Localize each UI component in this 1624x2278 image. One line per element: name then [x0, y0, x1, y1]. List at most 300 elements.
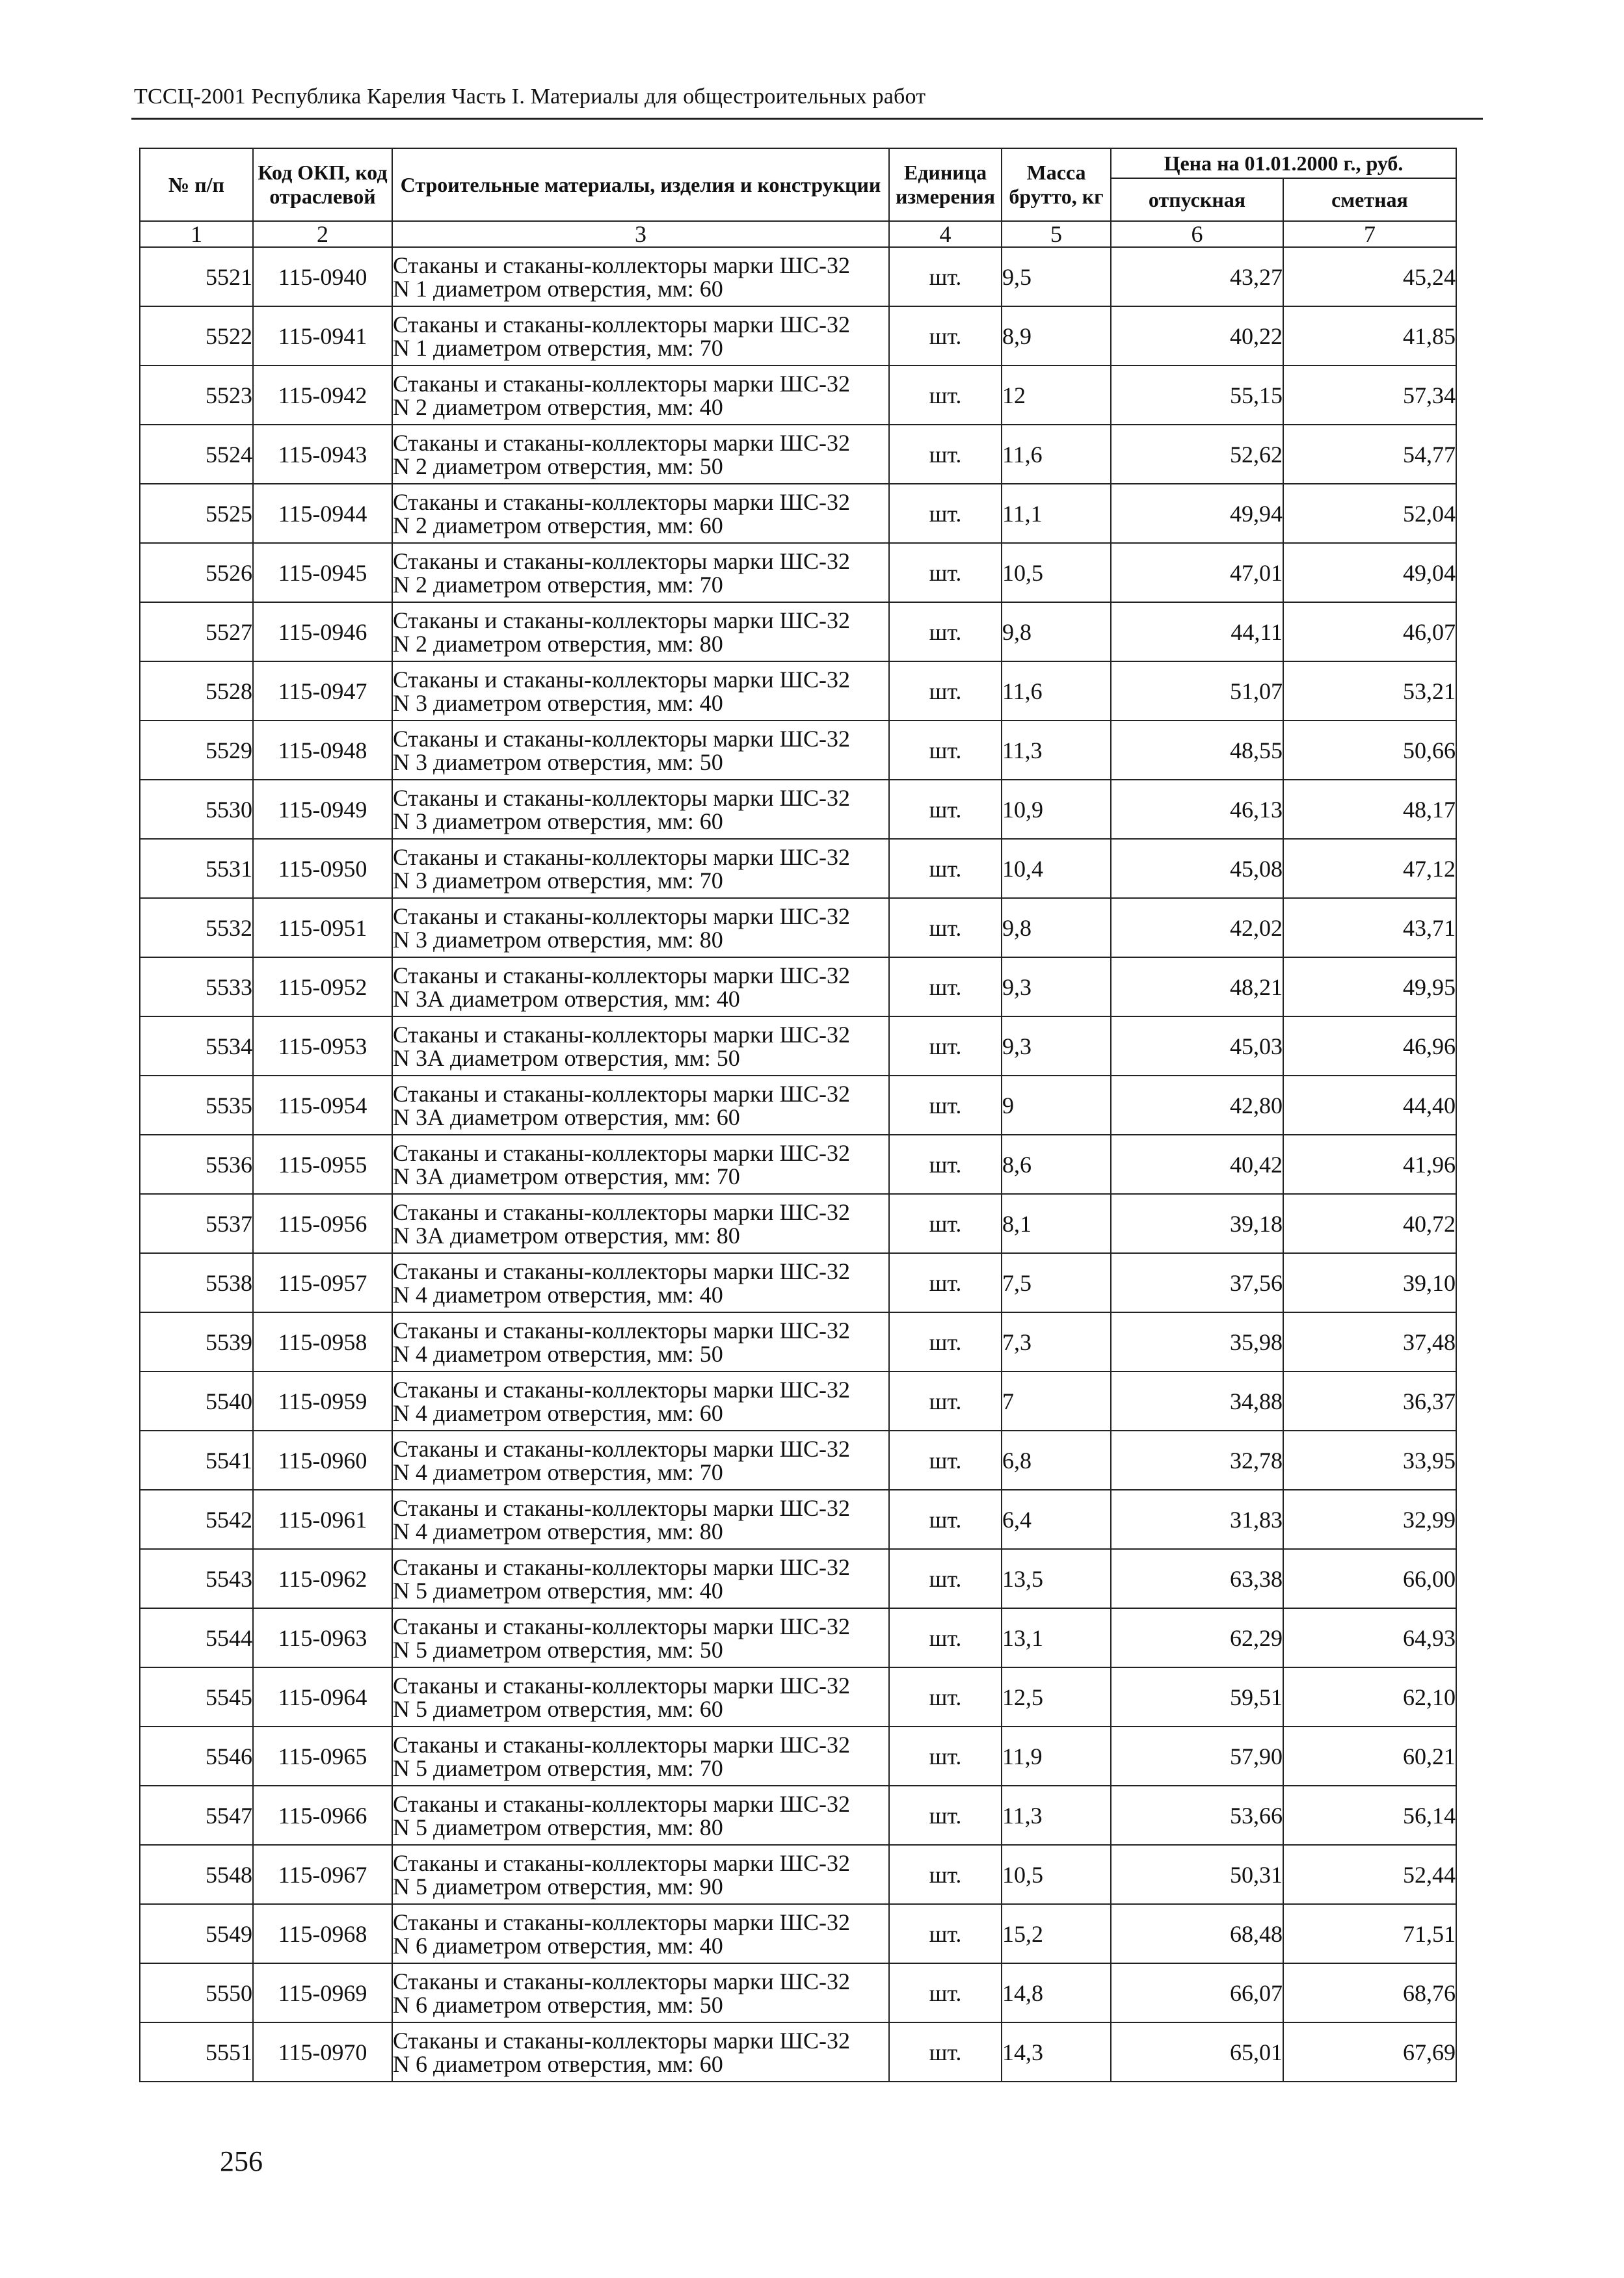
mass-cell: 9,8	[1002, 898, 1111, 957]
okp-code-cell: 115-0965	[253, 1727, 392, 1786]
table-row	[140, 1194, 1456, 1253]
price-estimate-cell: 56,14	[1283, 1786, 1456, 1845]
row-number-cell: 5530	[140, 780, 253, 839]
price-estimate-cell: 54,77	[1283, 425, 1456, 484]
description-cell	[392, 721, 889, 780]
description-cell	[392, 365, 889, 425]
price-estimate-cell: 40,72	[1283, 1194, 1456, 1253]
price-estimate-cell: 71,51	[1283, 1904, 1456, 1963]
price-release-cell: 43,27	[1111, 247, 1283, 306]
mass-cell: 11,6	[1002, 661, 1111, 721]
unit-cell: шт.	[889, 1549, 1002, 1608]
table-row	[140, 1490, 1456, 1549]
description-line-2: N 5 диаметром отверстия, мм: 70	[393, 1755, 723, 1781]
unit-cell: шт.	[889, 365, 1002, 425]
description-cell	[392, 484, 889, 543]
row-number-cell: 5528	[140, 661, 253, 721]
description-line-2: N 1 диаметром отверстия, мм: 60	[393, 275, 723, 302]
okp-code-cell: 115-0957	[253, 1253, 392, 1312]
okp-code-cell: 115-0945	[253, 543, 392, 602]
price-estimate-cell: 64,93	[1283, 1608, 1456, 1667]
price-release-cell: 48,21	[1111, 957, 1283, 1016]
price-release-cell: 52,62	[1111, 425, 1283, 484]
table-row	[140, 1845, 1456, 1904]
okp-code-cell: 115-0959	[253, 1371, 392, 1431]
col-header-name: Строительные материалы, изделия и конструкции	[392, 148, 889, 221]
unit-cell: шт.	[889, 1845, 1002, 1904]
description-line-2: N 6 диаметром отверстия, мм: 60	[393, 2050, 723, 2077]
unit-cell: шт.	[889, 1963, 1002, 2022]
column-number: 6	[1111, 221, 1283, 247]
description-line-2: N 5 диаметром отверстия, мм: 90	[393, 1873, 723, 1900]
mass-cell: 8,6	[1002, 1135, 1111, 1194]
table-row	[140, 1608, 1456, 1667]
unit-cell: шт.	[889, 898, 1002, 957]
description-line-2: N 4 диаметром отверстия, мм: 40	[393, 1281, 723, 1308]
description-line-2: N 1 диаметром отверстия, мм: 70	[393, 334, 723, 361]
okp-code-cell: 115-0963	[253, 1608, 392, 1667]
mass-cell: 9,8	[1002, 602, 1111, 661]
table-row	[140, 1667, 1456, 1727]
okp-code-cell: 115-0967	[253, 1845, 392, 1904]
row-number-cell: 5535	[140, 1076, 253, 1135]
description-line-1: Стаканы и стаканы-коллекторы марки ШС-32	[393, 2027, 850, 2054]
table-row	[140, 780, 1456, 839]
price-release-cell: 44,11	[1111, 602, 1283, 661]
description-line-1: Стаканы и стаканы-коллекторы марки ШС-32	[393, 1790, 850, 1817]
description-line-2: N 2 диаметром отверстия, мм: 50	[393, 453, 723, 479]
description-line-1: Стаканы и стаканы-коллекторы марки ШС-32	[393, 1435, 850, 1462]
description-cell	[392, 602, 889, 661]
row-number-cell: 5534	[140, 1016, 253, 1076]
okp-code-cell: 115-0941	[253, 306, 392, 365]
unit-cell: шт.	[889, 1135, 1002, 1194]
row-number-cell: 5523	[140, 365, 253, 425]
description-cell	[392, 1253, 889, 1312]
unit-cell: шт.	[889, 721, 1002, 780]
description-cell	[392, 425, 889, 484]
mass-cell: 12,5	[1002, 1667, 1111, 1727]
description-line-2: N 6 диаметром отверстия, мм: 50	[393, 1991, 723, 2018]
unit-cell: шт.	[889, 1727, 1002, 1786]
mass-cell: 9,3	[1002, 957, 1111, 1016]
price-estimate-cell: 60,21	[1283, 1727, 1456, 1786]
mass-cell: 9,5	[1002, 247, 1111, 306]
price-estimate-cell: 66,00	[1283, 1549, 1456, 1608]
description-cell	[392, 1371, 889, 1431]
description-cell	[392, 1667, 889, 1727]
description-cell	[392, 1727, 889, 1786]
table-row	[140, 1016, 1456, 1076]
row-number-cell: 5547	[140, 1786, 253, 1845]
unit-cell: шт.	[889, 1608, 1002, 1667]
column-number: 1	[140, 221, 253, 247]
price-release-cell: 50,31	[1111, 1845, 1283, 1904]
column-number: 7	[1283, 221, 1456, 247]
description-cell	[392, 957, 889, 1016]
price-estimate-cell: 41,96	[1283, 1135, 1456, 1194]
mass-cell: 10,5	[1002, 543, 1111, 602]
col-header-mass: Масса брутто, кг	[1002, 148, 1111, 221]
description-cell	[392, 1016, 889, 1076]
col-header-num: № п/п	[140, 148, 253, 221]
row-number-cell: 5537	[140, 1194, 253, 1253]
unit-cell: шт.	[889, 839, 1002, 898]
description-line-1: Стаканы и стаканы-коллекторы марки ШС-32	[393, 311, 850, 338]
description-cell	[392, 661, 889, 721]
okp-code-cell: 115-0955	[253, 1135, 392, 1194]
price-release-cell: 42,02	[1111, 898, 1283, 957]
description-line-1: Стаканы и стаканы-коллекторы марки ШС-32	[393, 1021, 850, 1048]
row-number-cell: 5538	[140, 1253, 253, 1312]
description-line-2: N 3 диаметром отверстия, мм: 70	[393, 867, 723, 894]
mass-cell: 11,3	[1002, 1786, 1111, 1845]
price-release-cell: 59,51	[1111, 1667, 1283, 1727]
row-number-cell: 5532	[140, 898, 253, 957]
table-header	[140, 148, 1456, 247]
okp-code-cell: 115-0970	[253, 2022, 392, 2082]
okp-code-cell: 115-0943	[253, 425, 392, 484]
description-line-1: Стаканы и стаканы-коллекторы марки ШС-32	[393, 607, 850, 633]
description-line-2: N 3А диаметром отверстия, мм: 40	[393, 985, 740, 1012]
row-number-cell: 5539	[140, 1312, 253, 1371]
description-line-1: Стаканы и стаканы-коллекторы марки ШС-32	[393, 1258, 850, 1284]
mass-cell: 11,9	[1002, 1727, 1111, 1786]
okp-code-cell: 115-0956	[253, 1194, 392, 1253]
col-header-price-group: Цена на 01.01.2000 г., руб.	[1111, 148, 1456, 178]
table-row	[140, 1549, 1456, 1608]
price-release-cell: 45,03	[1111, 1016, 1283, 1076]
description-cell	[392, 1312, 889, 1371]
price-release-cell: 42,80	[1111, 1076, 1283, 1135]
description-line-1: Стаканы и стаканы-коллекторы марки ШС-32	[393, 1376, 850, 1403]
col-header-code: Код ОКП, код отраслевой	[253, 148, 392, 221]
table-row	[140, 484, 1456, 543]
price-estimate-cell: 37,48	[1283, 1312, 1456, 1371]
okp-code-cell: 115-0948	[253, 721, 392, 780]
okp-code-cell: 115-0961	[253, 1490, 392, 1549]
price-estimate-cell: 36,37	[1283, 1371, 1456, 1431]
price-release-cell: 63,38	[1111, 1549, 1283, 1608]
unit-cell: шт.	[889, 957, 1002, 1016]
row-number-cell: 5527	[140, 602, 253, 661]
price-estimate-cell: 49,95	[1283, 957, 1456, 1016]
column-number: 4	[889, 221, 1002, 247]
row-number-cell: 5545	[140, 1667, 253, 1727]
col-header-unit: Единица измерения	[889, 148, 1002, 221]
unit-cell: шт.	[889, 543, 1002, 602]
description-line-1: Стаканы и стаканы-коллекторы марки ШС-32	[393, 1554, 850, 1580]
row-number-cell: 5542	[140, 1490, 253, 1549]
unit-cell: шт.	[889, 1253, 1002, 1312]
price-release-cell: 66,07	[1111, 1963, 1283, 2022]
description-cell	[392, 1608, 889, 1667]
col-header-price-estimate: сметная	[1283, 178, 1456, 221]
description-cell	[392, 1786, 889, 1845]
row-number-cell: 5533	[140, 957, 253, 1016]
price-release-cell: 39,18	[1111, 1194, 1283, 1253]
mass-cell: 7,5	[1002, 1253, 1111, 1312]
page-number: 256	[220, 2145, 263, 2177]
price-release-cell: 49,94	[1111, 484, 1283, 543]
unit-cell: шт.	[889, 425, 1002, 484]
price-estimate-cell: 41,85	[1283, 306, 1456, 365]
table-body	[140, 247, 1456, 2082]
description-line-2: N 3А диаметром отверстия, мм: 80	[393, 1222, 740, 1249]
row-number-cell: 5531	[140, 839, 253, 898]
description-line-2: N 3А диаметром отверстия, мм: 50	[393, 1044, 740, 1071]
description-cell	[392, 780, 889, 839]
description-line-1: Стаканы и стаканы-коллекторы марки ШС-32	[393, 1494, 850, 1521]
description-line-2: N 2 диаметром отверстия, мм: 60	[393, 512, 723, 538]
row-number-cell: 5540	[140, 1371, 253, 1431]
table-row	[140, 1312, 1456, 1371]
description-line-2: N 4 диаметром отверстия, мм: 80	[393, 1518, 723, 1544]
description-line-1: Стаканы и стаканы-коллекторы марки ШС-32	[393, 1139, 850, 1166]
unit-cell: шт.	[889, 2022, 1002, 2082]
description-line-2: N 6 диаметром отверстия, мм: 40	[393, 1932, 723, 1959]
okp-code-cell: 115-0942	[253, 365, 392, 425]
unit-cell: шт.	[889, 1016, 1002, 1076]
price-release-cell: 46,13	[1111, 780, 1283, 839]
okp-code-cell: 115-0964	[253, 1667, 392, 1727]
description-cell	[392, 1963, 889, 2022]
unit-cell: шт.	[889, 1076, 1002, 1135]
price-estimate-cell: 57,34	[1283, 365, 1456, 425]
price-estimate-cell: 45,24	[1283, 247, 1456, 306]
description-line-1: Стаканы и стаканы-коллекторы марки ШС-32	[393, 1080, 850, 1107]
table-row	[140, 543, 1456, 602]
description-line-2: N 5 диаметром отверстия, мм: 50	[393, 1636, 723, 1663]
table-row	[140, 1431, 1456, 1490]
okp-code-cell: 115-0966	[253, 1786, 392, 1845]
unit-cell: шт.	[889, 1786, 1002, 1845]
table-row	[140, 898, 1456, 957]
okp-code-cell: 115-0950	[253, 839, 392, 898]
description-line-1: Стаканы и стаканы-коллекторы марки ШС-32	[393, 1317, 850, 1344]
mass-cell: 14,8	[1002, 1963, 1111, 2022]
mass-cell: 9,3	[1002, 1016, 1111, 1076]
unit-cell: шт.	[889, 484, 1002, 543]
unit-cell: шт.	[889, 1371, 1002, 1431]
column-number-row	[140, 221, 1456, 247]
price-estimate-cell: 50,66	[1283, 721, 1456, 780]
column-number: 2	[253, 221, 392, 247]
description-cell	[392, 306, 889, 365]
description-line-2: N 4 диаметром отверстия, мм: 50	[393, 1340, 723, 1367]
okp-code-cell: 115-0962	[253, 1549, 392, 1608]
description-line-2: N 3А диаметром отверстия, мм: 60	[393, 1104, 740, 1130]
description-line-1: Стаканы и стаканы-коллекторы марки ШС-32	[393, 1613, 850, 1639]
page-header-title: ТССЦ-2001 Республика Карелия Часть I. Материалы для общестроительных работ	[134, 85, 926, 109]
mass-cell: 10,5	[1002, 1845, 1111, 1904]
price-release-cell: 68,48	[1111, 1904, 1283, 1963]
table-row	[140, 1963, 1456, 2022]
unit-cell: шт.	[889, 780, 1002, 839]
description-cell	[392, 543, 889, 602]
price-estimate-cell: 52,04	[1283, 484, 1456, 543]
unit-cell: шт.	[889, 661, 1002, 721]
description-line-1: Стаканы и стаканы-коллекторы марки ШС-32	[393, 548, 850, 574]
okp-code-cell: 115-0951	[253, 898, 392, 957]
price-estimate-cell: 52,44	[1283, 1845, 1456, 1904]
description-line-1: Стаканы и стаканы-коллекторы марки ШС-32	[393, 962, 850, 988]
price-estimate-cell: 43,71	[1283, 898, 1456, 957]
price-estimate-cell: 67,69	[1283, 2022, 1456, 2082]
table-row	[140, 365, 1456, 425]
okp-code-cell: 115-0968	[253, 1904, 392, 1963]
description-line-1: Стаканы и стаканы-коллекторы марки ШС-32	[393, 1849, 850, 1876]
mass-cell: 6,8	[1002, 1431, 1111, 1490]
row-number-cell: 5525	[140, 484, 253, 543]
unit-cell: шт.	[889, 1667, 1002, 1727]
mass-cell: 7	[1002, 1371, 1111, 1431]
price-release-cell: 31,83	[1111, 1490, 1283, 1549]
description-line-1: Стаканы и стаканы-коллекторы марки ШС-32	[393, 903, 850, 929]
unit-cell: шт.	[889, 247, 1002, 306]
description-cell	[392, 1431, 889, 1490]
table-row	[140, 1371, 1456, 1431]
row-number-cell: 5546	[140, 1727, 253, 1786]
table-row	[140, 1135, 1456, 1194]
table-row	[140, 425, 1456, 484]
mass-cell: 11,3	[1002, 721, 1111, 780]
price-estimate-cell: 33,95	[1283, 1431, 1456, 1490]
table-row	[140, 839, 1456, 898]
unit-cell: шт.	[889, 306, 1002, 365]
okp-code-cell: 115-0940	[253, 247, 392, 306]
table-row	[140, 957, 1456, 1016]
row-number-cell: 5521	[140, 247, 253, 306]
table-row	[140, 1904, 1456, 1963]
price-release-cell: 62,29	[1111, 1608, 1283, 1667]
price-release-cell: 35,98	[1111, 1312, 1283, 1371]
row-number-cell: 5541	[140, 1431, 253, 1490]
description-line-1: Стаканы и стаканы-коллекторы марки ШС-32	[393, 1672, 850, 1699]
mass-cell: 8,1	[1002, 1194, 1111, 1253]
price-release-cell: 40,22	[1111, 306, 1283, 365]
description-line-2: N 3 диаметром отверстия, мм: 50	[393, 748, 723, 775]
price-table	[139, 148, 1457, 2082]
description-line-1: Стаканы и стаканы-коллекторы марки ШС-32	[393, 370, 850, 397]
description-line-1: Стаканы и стаканы-коллекторы марки ШС-32	[393, 1909, 850, 1935]
description-cell	[392, 1194, 889, 1253]
column-number: 5	[1002, 221, 1111, 247]
price-release-cell: 34,88	[1111, 1371, 1283, 1431]
header-divider	[131, 118, 1483, 120]
mass-cell: 15,2	[1002, 1904, 1111, 1963]
description-line-1: Стаканы и стаканы-коллекторы марки ШС-32	[393, 725, 850, 752]
price-estimate-cell: 46,07	[1283, 602, 1456, 661]
description-line-1: Стаканы и стаканы-коллекторы марки ШС-32	[393, 1968, 850, 1994]
description-cell	[392, 1490, 889, 1549]
description-line-2: N 3 диаметром отверстия, мм: 80	[393, 926, 723, 953]
description-cell	[392, 1845, 889, 1904]
price-estimate-cell: 39,10	[1283, 1253, 1456, 1312]
row-number-cell: 5526	[140, 543, 253, 602]
mass-cell: 14,3	[1002, 2022, 1111, 2082]
okp-code-cell: 115-0953	[253, 1016, 392, 1076]
price-release-cell: 48,55	[1111, 721, 1283, 780]
description-line-1: Стаканы и стаканы-коллекторы марки ШС-32	[393, 488, 850, 515]
description-cell	[392, 839, 889, 898]
price-estimate-cell: 46,96	[1283, 1016, 1456, 1076]
unit-cell: шт.	[889, 1312, 1002, 1371]
description-cell	[392, 1076, 889, 1135]
description-cell	[392, 2022, 889, 2082]
okp-code-cell: 115-0960	[253, 1431, 392, 1490]
mass-cell: 10,4	[1002, 839, 1111, 898]
description-line-1: Стаканы и стаканы-коллекторы марки ШС-32	[393, 784, 850, 811]
row-number-cell: 5543	[140, 1549, 253, 1608]
okp-code-cell: 115-0946	[253, 602, 392, 661]
table-row	[140, 1253, 1456, 1312]
description-line-2: N 5 диаметром отверстия, мм: 60	[393, 1695, 723, 1722]
description-line-1: Стаканы и стаканы-коллекторы марки ШС-32	[393, 429, 850, 456]
table-row	[140, 247, 1456, 306]
row-number-cell: 5524	[140, 425, 253, 484]
unit-cell: шт.	[889, 1194, 1002, 1253]
description-line-2: N 3А диаметром отверстия, мм: 70	[393, 1163, 740, 1189]
unit-cell: шт.	[889, 1904, 1002, 1963]
row-number-cell: 5544	[140, 1608, 253, 1667]
table-row	[140, 1727, 1456, 1786]
description-line-2: N 4 диаметром отверстия, мм: 60	[393, 1399, 723, 1426]
mass-cell: 11,1	[1002, 484, 1111, 543]
mass-cell: 11,6	[1002, 425, 1111, 484]
description-line-2: N 2 диаметром отверстия, мм: 40	[393, 393, 723, 420]
column-number: 3	[392, 221, 889, 247]
row-number-cell: 5549	[140, 1904, 253, 1963]
col-header-price-release: отпускная	[1111, 178, 1283, 221]
mass-cell: 10,9	[1002, 780, 1111, 839]
description-line-1: Стаканы и стаканы-коллекторы марки ШС-32	[393, 1731, 850, 1758]
price-release-cell: 32,78	[1111, 1431, 1283, 1490]
price-release-cell: 45,08	[1111, 839, 1283, 898]
price-release-cell: 47,01	[1111, 543, 1283, 602]
okp-code-cell: 115-0954	[253, 1076, 392, 1135]
description-line-1: Стаканы и стаканы-коллекторы марки ШС-32	[393, 252, 850, 278]
table-row	[140, 1786, 1456, 1845]
table-row	[140, 661, 1456, 721]
description-line-2: N 5 диаметром отверстия, мм: 40	[393, 1577, 723, 1604]
okp-code-cell: 115-0947	[253, 661, 392, 721]
description-cell	[392, 898, 889, 957]
price-estimate-cell: 53,21	[1283, 661, 1456, 721]
okp-code-cell: 115-0958	[253, 1312, 392, 1371]
row-number-cell: 5536	[140, 1135, 253, 1194]
mass-cell: 8,9	[1002, 306, 1111, 365]
description-line-2: N 5 диаметром отверстия, мм: 80	[393, 1814, 723, 1840]
price-release-cell: 55,15	[1111, 365, 1283, 425]
description-line-1: Стаканы и стаканы-коллекторы марки ШС-32	[393, 843, 850, 870]
price-estimate-cell: 48,17	[1283, 780, 1456, 839]
okp-code-cell: 115-0969	[253, 1963, 392, 2022]
okp-code-cell: 115-0952	[253, 957, 392, 1016]
row-number-cell: 5548	[140, 1845, 253, 1904]
table-row	[140, 1076, 1456, 1135]
mass-cell: 13,5	[1002, 1549, 1111, 1608]
description-line-2: N 2 диаметром отверстия, мм: 80	[393, 630, 723, 657]
mass-cell: 7,3	[1002, 1312, 1111, 1371]
price-estimate-cell: 44,40	[1283, 1076, 1456, 1135]
table-row	[140, 721, 1456, 780]
price-estimate-cell: 68,76	[1283, 1963, 1456, 2022]
description-cell	[392, 247, 889, 306]
price-release-cell: 40,42	[1111, 1135, 1283, 1194]
price-release-cell: 57,90	[1111, 1727, 1283, 1786]
mass-cell: 9	[1002, 1076, 1111, 1135]
